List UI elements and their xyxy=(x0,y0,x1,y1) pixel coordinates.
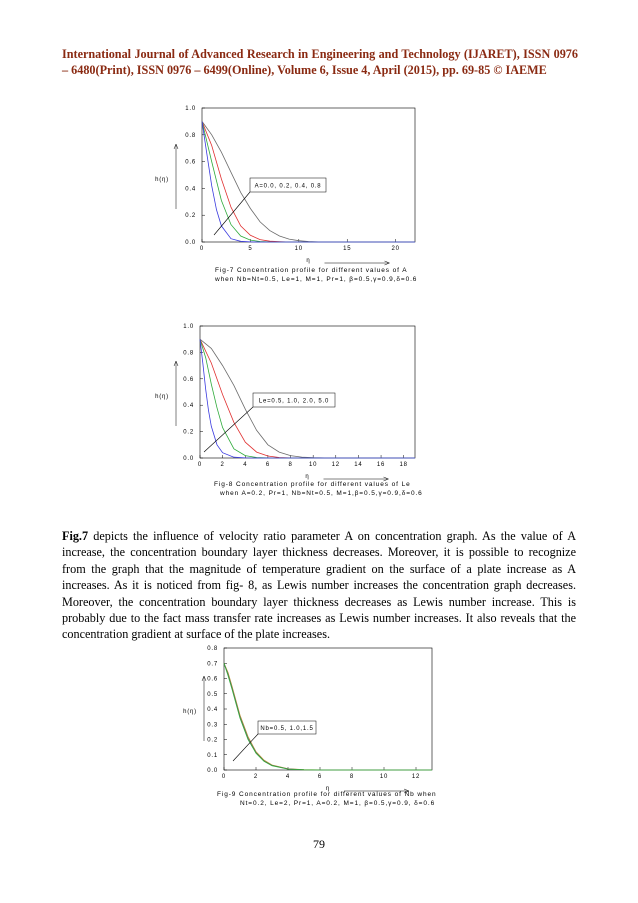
x-tick-label: 10 xyxy=(294,246,303,252)
y-tick-label: 0.2 xyxy=(207,737,218,744)
x-tick-label: 20 xyxy=(391,246,400,252)
journal-header: International Journal of Advanced Research in Engineering and Technology (IJARET), ISSN 0976 – 6480(Print), ISSN 0976 – 6499(Online), Volume 6, Issue 4, April (2015), pp. 69-85 © IAEME xyxy=(62,47,578,77)
x-tick-label: 8 xyxy=(349,774,355,780)
x-tick-label: 2 xyxy=(220,462,225,468)
series-line xyxy=(224,663,432,770)
y-tick-label: 0.2 xyxy=(183,429,194,436)
x-axis-label: η xyxy=(306,258,311,264)
y-tick-label: 0.4 xyxy=(207,707,218,713)
figure-caption-line-2: when Nb=Nt=0.5, Le=1, M=1, Pr=1, β=0.5,γ=0.9,δ=0.6 xyxy=(215,276,418,283)
x-tick-label: 18 xyxy=(399,462,408,468)
x-tick-label: 10 xyxy=(309,462,318,468)
x-tick-label: 14 xyxy=(354,462,363,468)
fig-8-chart xyxy=(155,324,423,497)
x-tick-label: 15 xyxy=(343,246,352,252)
figure-caption-line-1: Fig-7 Concentration profile for different values of A xyxy=(215,267,408,274)
y-tick-label: 0.7 xyxy=(207,661,218,668)
y-tick-label: 0.0 xyxy=(183,456,194,462)
x-axis-label: η xyxy=(305,474,310,480)
y-tick-label: 1.0 xyxy=(183,324,194,330)
x-tick-label: 8 xyxy=(288,462,293,468)
fig-7-chart xyxy=(155,106,417,283)
figure-caption-line-2: Nt=0.2, Le=2, Pr=1, A=0.2, M=1, β=0.5,γ=0.9, δ=0.6 xyxy=(240,800,436,807)
series-line xyxy=(224,663,432,770)
x-tick-label: 0 xyxy=(221,774,227,780)
annotation-label: A=0.0, 0.2, 0.4, 0.8 xyxy=(254,183,322,190)
y-tick-label: 0.1 xyxy=(207,752,218,759)
annotation-arrow xyxy=(214,192,250,235)
y-tick-label: 0.6 xyxy=(207,676,218,683)
y-tick-label: 0.6 xyxy=(185,159,196,166)
x-tick-label: 6 xyxy=(265,462,270,468)
page-number: 79 xyxy=(313,837,325,851)
y-tick-label: 0.8 xyxy=(207,646,218,652)
annotation-label: Nb=0.5, 1.0,1.5 xyxy=(260,726,314,732)
x-tick-label: 6 xyxy=(317,774,323,780)
y-tick-label: 0.0 xyxy=(185,240,196,246)
y-tick-label: 0.4 xyxy=(183,403,194,410)
figure-caption-line-1: Fig-9 Concentration profile for different values of Nb when xyxy=(217,791,437,798)
x-tick-label: 0 xyxy=(197,462,203,468)
y-tick-label: 0.6 xyxy=(183,376,194,383)
paragraph-body: depicts the influence of velocity ratio parameter A on concentration graph. As the value of A increase, the concentration boundary layer thickness decreases. Moreover, it is possible to recognize from the graph that the magnitude of temperature gradient on the surface of a plate increase as A increases. As it is noticed from fig- 8, as Lewis number increases the concentration graph decreases. Moreover, the concentration boundary layer thickness decreases as Lewis number increase. This is probably due to the fact mass transfer rate increases as Lewis number increases. It also reveals that the concentration gradient at surface of the plate increases. xyxy=(62,529,576,642)
plot-frame xyxy=(200,326,415,458)
y-axis-label: h(η) xyxy=(155,394,169,400)
y-tick-label: 0.5 xyxy=(207,691,218,698)
x-tick-label: 0 xyxy=(199,246,205,252)
y-tick-label: 0.8 xyxy=(185,132,196,139)
annotation-arrow xyxy=(233,734,258,761)
x-tick-label: 4 xyxy=(285,774,291,780)
y-tick-label: 0.0 xyxy=(207,768,218,774)
y-tick-label: 0.4 xyxy=(185,186,196,193)
series-line xyxy=(224,663,432,770)
x-tick-label: 2 xyxy=(253,774,259,780)
x-tick-label: 12 xyxy=(411,774,421,780)
x-tick-label: 16 xyxy=(376,462,386,468)
figure-caption-line-1: Fig-8 Concentration profile for different values of Le xyxy=(214,481,411,488)
x-tick-label: 4 xyxy=(243,462,248,468)
x-tick-label: 12 xyxy=(331,462,340,468)
y-axis-label: h(η) xyxy=(183,709,197,715)
annotation-arrow xyxy=(204,407,253,452)
figure-caption-line-2: when A=0.2, Pr=1, Nb=Nt=0.5, M=1,β=0.5,γ=0.9,δ=0.6 xyxy=(220,490,423,497)
x-tick-label: 5 xyxy=(248,246,253,252)
y-tick-label: 0.3 xyxy=(207,722,218,729)
y-axis-label: h(η) xyxy=(155,177,169,183)
y-tick-label: 0.2 xyxy=(185,213,196,220)
fig-9-chart xyxy=(183,646,436,807)
y-tick-label: 0.8 xyxy=(183,350,194,357)
paragraph-lead: Fig.7 xyxy=(62,529,89,543)
body-paragraph xyxy=(62,528,576,643)
x-axis-label: η xyxy=(325,786,331,792)
plot-frame xyxy=(202,108,415,242)
y-tick-label: 1.0 xyxy=(185,106,196,112)
x-tick-label: 10 xyxy=(379,774,389,780)
annotation-label: Le=0.5, 1.0, 2.0, 5.0 xyxy=(258,398,330,405)
